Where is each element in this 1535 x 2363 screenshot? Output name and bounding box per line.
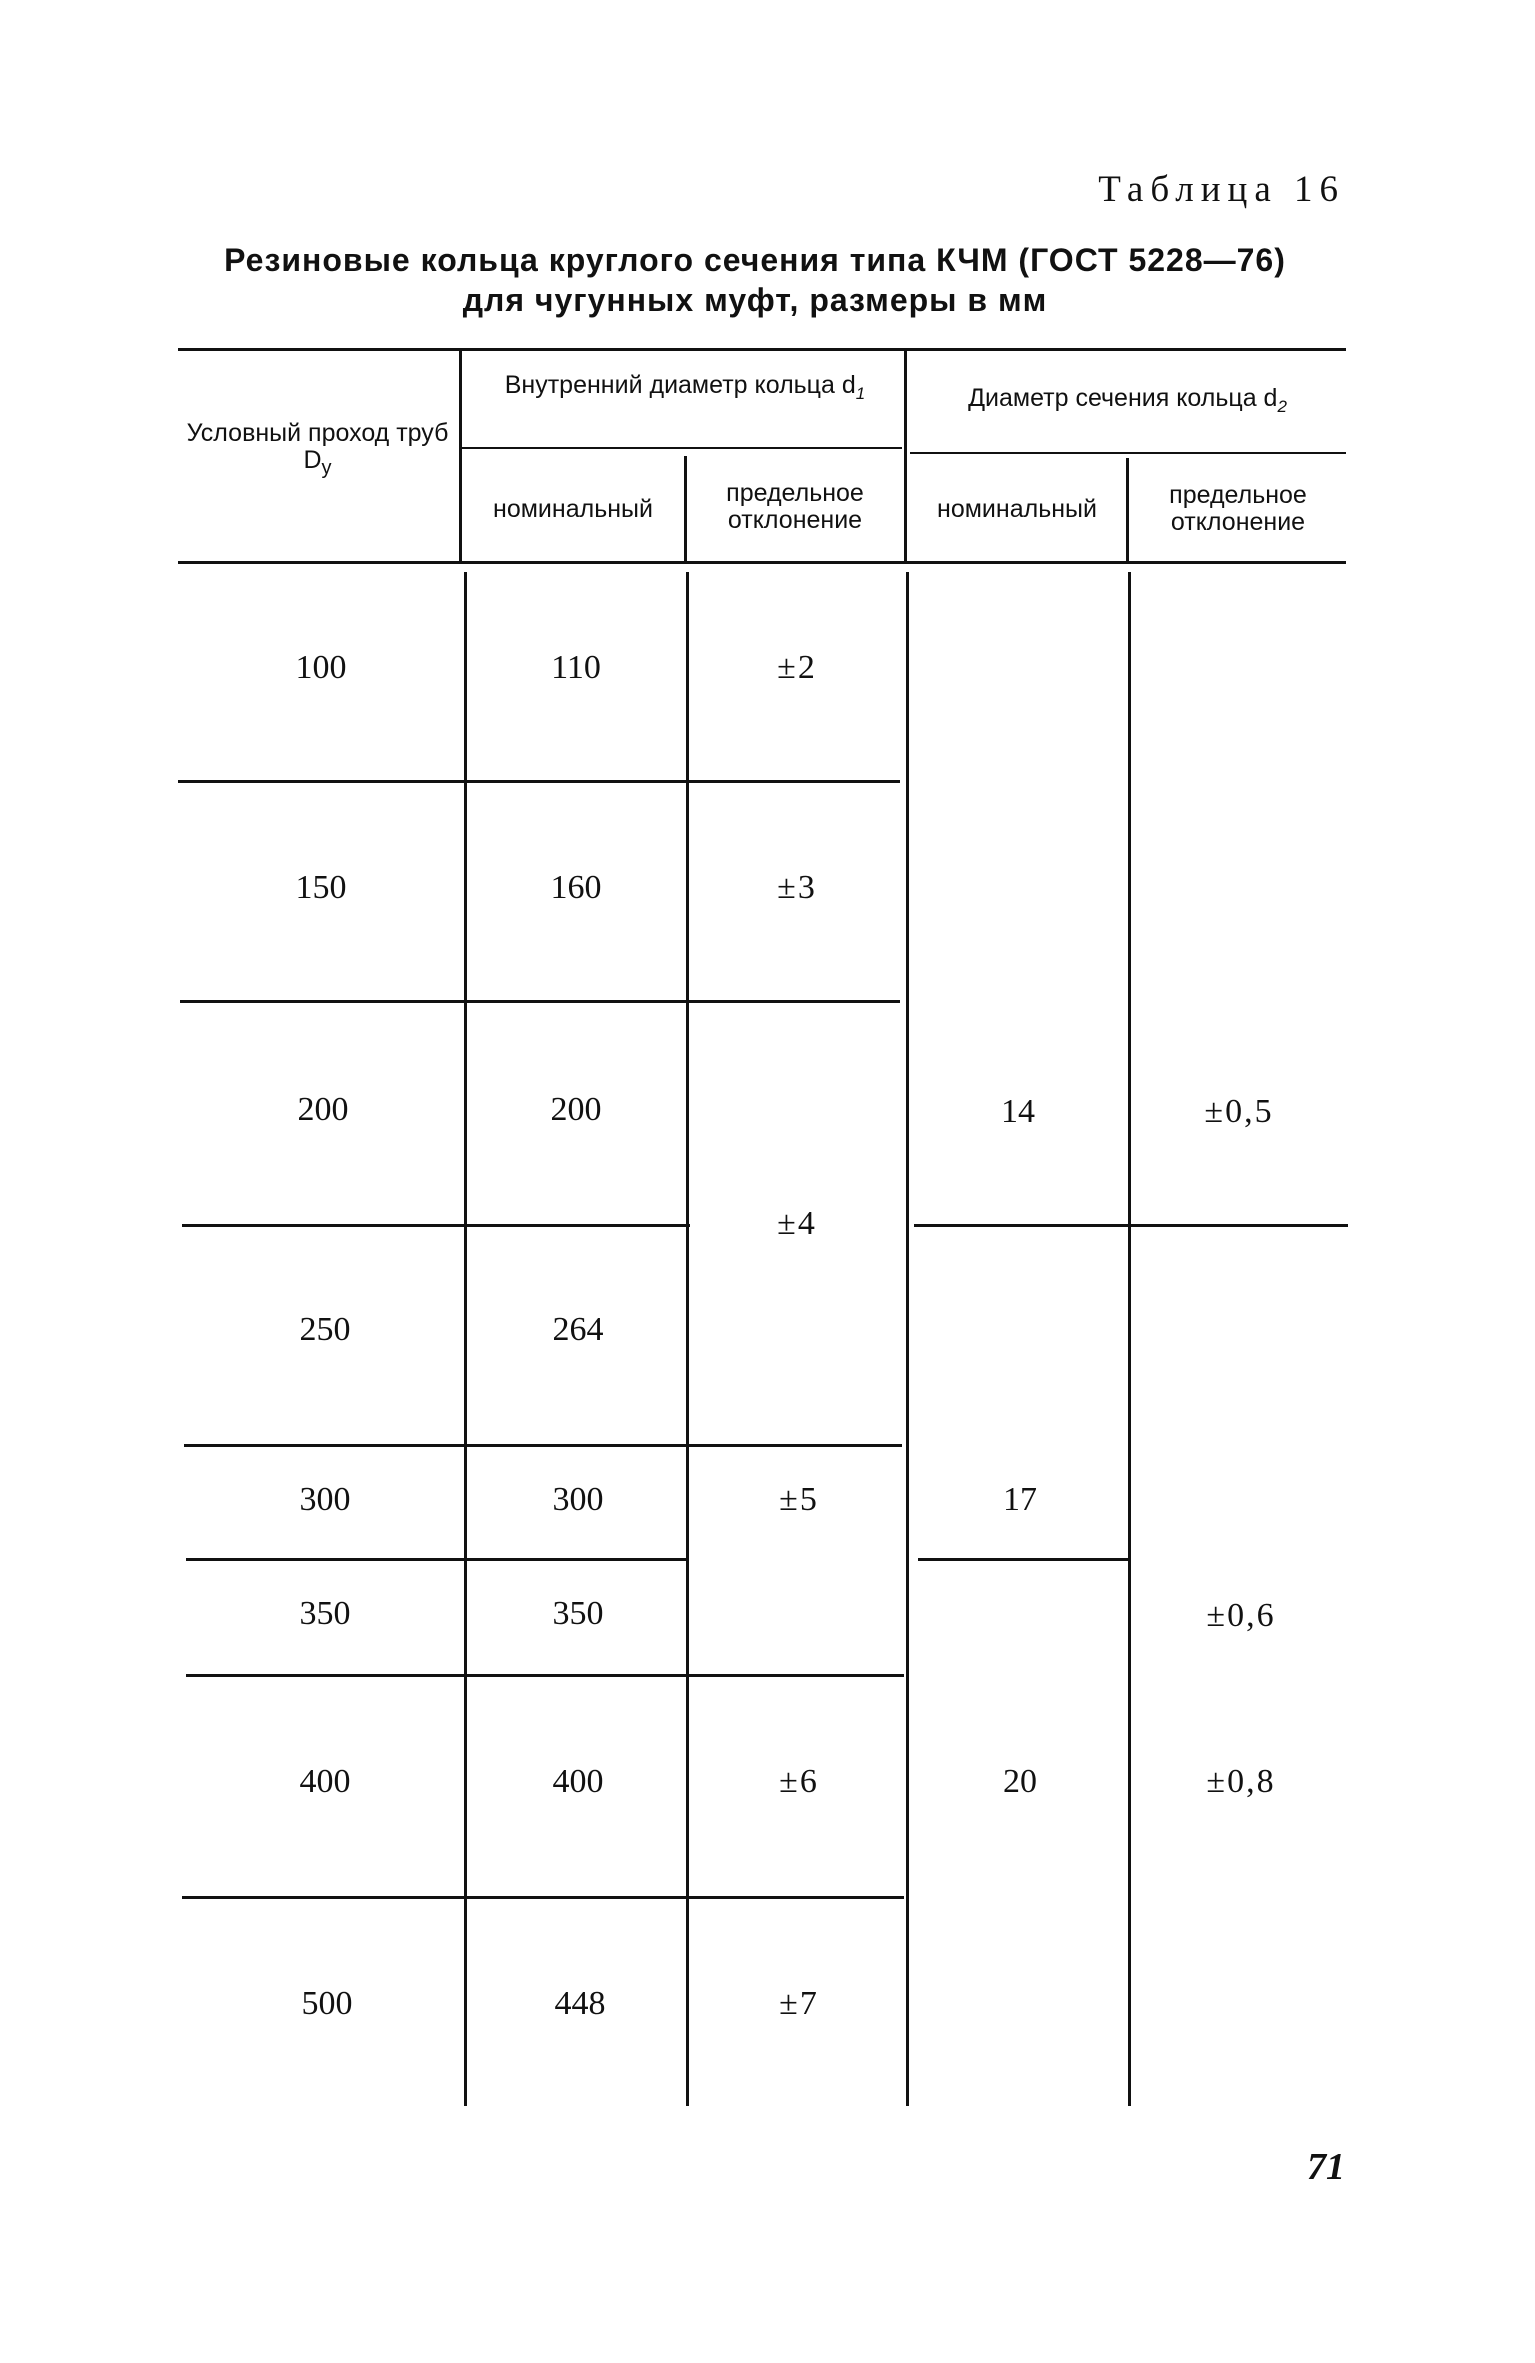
header-inner-diameter: Внутренний диаметр кольца $d_1$ bbox=[504, 371, 866, 403]
header-section-diameter: Диаметр сечения кольца $d_2$ bbox=[968, 384, 1287, 416]
row-rule bbox=[182, 1224, 690, 1227]
d1-nominal-cell: 160 bbox=[550, 869, 602, 906]
row-rule bbox=[182, 1896, 904, 1899]
header-split-rule-2 bbox=[910, 452, 1346, 454]
table-title-line-1: Резиновые кольца круглого сечения типа КЧМ (ГОСТ 5228—76) bbox=[224, 242, 1286, 278]
col-rule bbox=[904, 350, 907, 561]
dy-cell: 300 bbox=[299, 1481, 351, 1518]
col-rule bbox=[459, 350, 462, 561]
d1-nominal-cell: 200 bbox=[550, 1091, 602, 1128]
header-dy: Условный проход труб $D_y$ bbox=[186, 419, 449, 479]
d2-tolerance-cell: ±0,8 bbox=[1206, 1763, 1276, 1800]
d2-nominal-cell: 20 bbox=[1003, 1763, 1037, 1800]
dy-cell: 500 bbox=[301, 1985, 353, 2022]
d1-nominal-cell: 264 bbox=[552, 1311, 604, 1348]
d2-nominal-cell: 14 bbox=[1001, 1093, 1035, 1130]
row-rule bbox=[184, 1444, 902, 1447]
d1-tolerance-cell: ±3 bbox=[777, 869, 817, 906]
dy-cell: 400 bbox=[299, 1763, 351, 1800]
d1-tolerance-cell: ±7 bbox=[779, 1985, 819, 2022]
row-rule bbox=[186, 1674, 904, 1677]
dy-cell: 100 bbox=[295, 649, 347, 686]
d1-nominal-cell: 350 bbox=[552, 1595, 604, 1632]
header-split-rule-1 bbox=[460, 447, 902, 449]
row-rule bbox=[186, 1558, 688, 1561]
header-bottom-rule bbox=[178, 561, 1346, 564]
d1-nominal-cell: 300 bbox=[552, 1481, 604, 1518]
row-rule bbox=[178, 780, 900, 783]
row-rule bbox=[918, 1558, 1130, 1561]
d1-tolerance-cell: ±6 bbox=[779, 1763, 819, 1800]
col-rule bbox=[906, 572, 909, 2106]
page-number: 71 bbox=[1307, 2146, 1345, 2188]
header-nominal-2: номинальный bbox=[937, 495, 1097, 523]
header-deviation-2: предельное отклонение bbox=[1169, 481, 1307, 536]
d1-tolerance-cell: ±2 bbox=[777, 649, 817, 686]
dy-cell: 200 bbox=[297, 1091, 349, 1128]
header-nominal-1: номинальный bbox=[493, 495, 653, 523]
col-rule bbox=[1128, 572, 1131, 2106]
d1-nominal-cell: 400 bbox=[552, 1763, 604, 1800]
d2-nominal-cell: 17 bbox=[1003, 1481, 1037, 1518]
row-rule bbox=[914, 1224, 1348, 1227]
d1-nominal-cell: 448 bbox=[554, 1985, 606, 2022]
d1-tolerance-cell: ±5 bbox=[779, 1481, 819, 1518]
col-rule bbox=[684, 456, 687, 561]
row-rule bbox=[180, 1000, 900, 1003]
table-top-rule bbox=[178, 348, 1346, 351]
table-title-line-2: для чугунных муфт, размеры в мм bbox=[462, 282, 1048, 318]
header-deviation-1: предельное отклонение bbox=[726, 479, 864, 534]
dy-cell: 150 bbox=[295, 869, 347, 906]
dy-cell: 350 bbox=[299, 1595, 351, 1632]
table-label: Таблица 16 bbox=[1098, 169, 1345, 210]
d2-tolerance-cell: ±0,6 bbox=[1206, 1597, 1276, 1634]
d1-nominal-cell: 110 bbox=[551, 649, 601, 686]
d2-tolerance-cell: ±0,5 bbox=[1204, 1093, 1274, 1130]
dy-cell: 250 bbox=[299, 1311, 351, 1348]
d1-tolerance-cell: ±4 bbox=[777, 1205, 817, 1242]
